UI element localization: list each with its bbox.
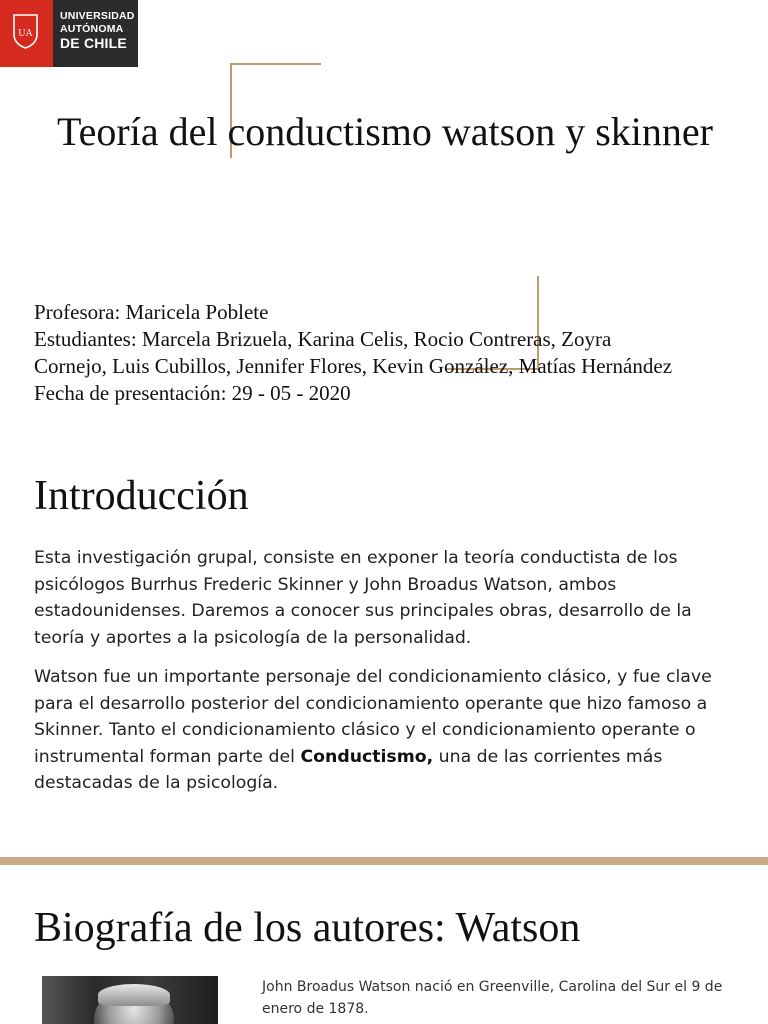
presentation-date: Fecha de presentación: 29 - 05 - 2020 (34, 381, 351, 405)
logo-wordmark (53, 0, 138, 67)
intro-p2-text: Watson fue un importante personaje del condicionamiento clásico, y fue clave para el desarrollo posterior del condicionamiento operante que hizo famoso a Skinner. Tanto el condicionamiento clásico y el condicionamiento operante o instrumental forman parte del (34, 667, 712, 767)
biography-heading: Biografía de los autores: Watson (34, 905, 581, 951)
shield-icon (12, 12, 39, 50)
document-title: Teoría del conductismo watson y skinner (57, 109, 713, 154)
students-line-1: Estudiantes: Marcela Brizuela, Karina Celis, Rocio Contreras, Zoyra (34, 327, 612, 351)
students-line-2: Cornejo, Luis Cubillos, Jennifer Flores, Kevin González, Matías Hernández (34, 354, 673, 378)
biography-text: John Broadus Watson nació en Greenville, Carolina del Sur el 9 de enero de 1878. (262, 979, 723, 1017)
section-divider (0, 857, 768, 865)
intro-paragraph-2 (34, 664, 738, 797)
credits-block (34, 299, 754, 407)
intro-p2-text-end: una de las corrientes más destacadas de la psicología. (34, 746, 663, 793)
university-logo (0, 0, 138, 67)
decorative-line (230, 63, 321, 65)
watson-portrait-image (42, 976, 218, 1024)
svg-text:UA: UA (18, 28, 33, 39)
logo-line-1: UNIVERSIDAD (60, 10, 135, 22)
intro-heading: Introducción (34, 473, 249, 519)
logo-line-3: DE CHILE (60, 35, 127, 51)
intro-paragraph-1: Esta investigación grupal, consiste en exponer la teoría conductista de los psicólogos Burrhus Frederic Skinner y John Broadus Watson, ambos estadounidenses. Daremos a conocer sus principales obras, desarrollo de la teoría y aportes a la psicología de la personalidad. (34, 548, 692, 648)
logo-line-2: AUTÓNOMA (60, 22, 124, 35)
logo-emblem (0, 0, 53, 67)
intro-p2-bold: Conductismo, (300, 746, 434, 767)
professor-line: Profesora: Maricela Poblete (34, 300, 269, 324)
